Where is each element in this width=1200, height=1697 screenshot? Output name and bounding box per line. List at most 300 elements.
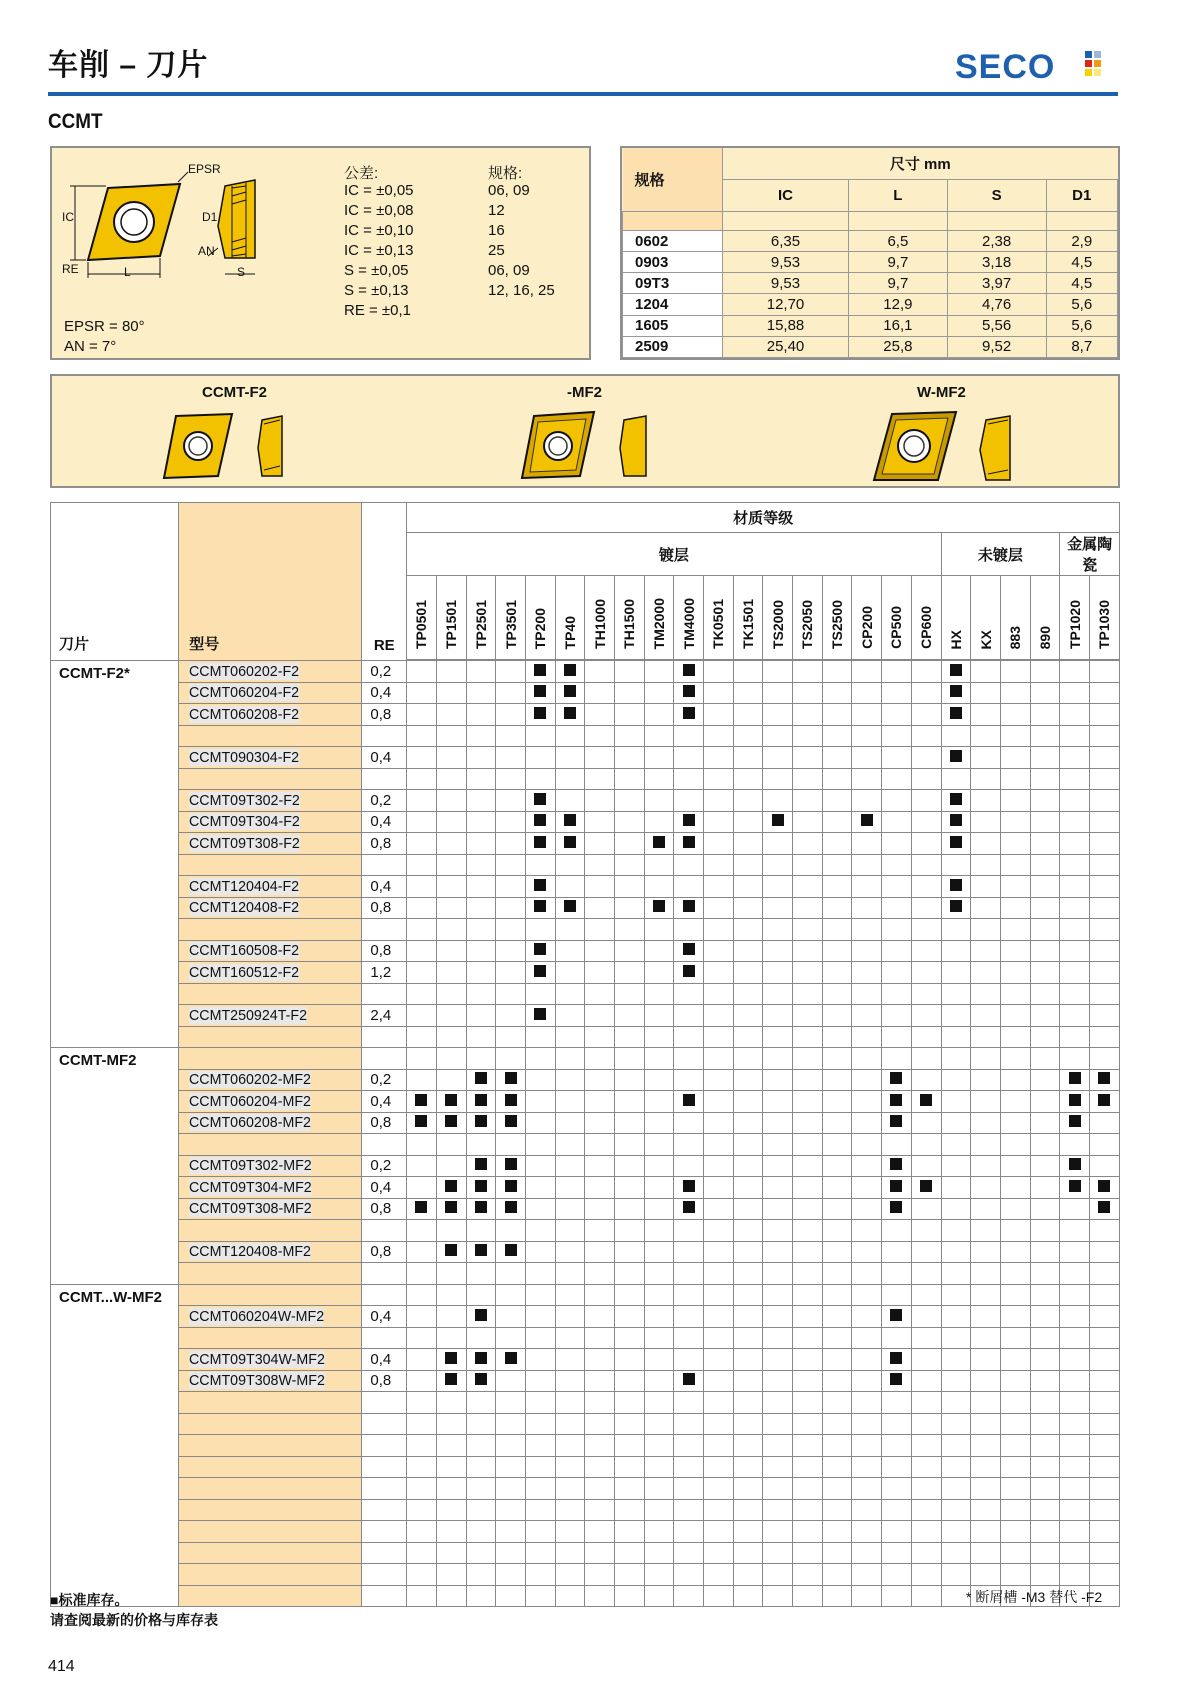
grade-cell: [644, 1091, 674, 1113]
stock-marker: [950, 685, 962, 697]
dim-value: 4,76: [947, 294, 1046, 315]
grade-cell: [704, 1499, 734, 1521]
grade-cell: [793, 1413, 823, 1435]
grade-cell: [407, 1585, 437, 1607]
grade-cell: [941, 1112, 971, 1134]
grade-cell: [614, 1413, 644, 1435]
grade-cell: [911, 1241, 941, 1263]
grade-cell: [674, 1198, 704, 1220]
grade-cell: [1030, 1456, 1060, 1478]
dim-row: [623, 315, 1118, 336]
grade-cell: [941, 1241, 971, 1263]
model-code: CCMT09T304W-MF2: [189, 1350, 326, 1368]
grade-cell: [466, 1134, 496, 1156]
grade-cell: [852, 1370, 882, 1392]
grade-cell: [644, 1542, 674, 1564]
grade-cell: [466, 1521, 496, 1543]
grade-cell: [614, 1499, 644, 1521]
grade-cell: [971, 833, 1001, 855]
grade-cell: [882, 1091, 912, 1113]
grade-cell: [496, 704, 526, 726]
stock-marker: [505, 1072, 517, 1084]
stock-marker: [1069, 1158, 1081, 1170]
grade-cell: [1030, 1069, 1060, 1091]
grade-cell: [496, 940, 526, 962]
grade-cell: [407, 1005, 437, 1027]
grade-cell: [555, 682, 585, 704]
grade-name: TK1501: [740, 599, 757, 649]
tolerance-value: IC = ±0,05: [344, 182, 414, 199]
grade-cell: [407, 768, 437, 790]
grade-cell: [496, 790, 526, 812]
grade-cell: [941, 1456, 971, 1478]
grade-cell: [852, 1241, 882, 1263]
grade-cell: [436, 1263, 466, 1285]
grade-cell: [704, 1478, 734, 1500]
grade-name: KX: [977, 629, 994, 649]
grade-cell: [882, 1284, 912, 1306]
stock-marker: [534, 943, 546, 955]
dim-value: 3,97: [947, 273, 1046, 294]
stock-marker: [534, 664, 546, 676]
model-cell: [179, 1198, 362, 1220]
re-value: 0,2: [362, 790, 407, 812]
stock-marker: [505, 1352, 517, 1364]
grade-cell: [911, 1585, 941, 1607]
grade-cell: [1060, 1392, 1090, 1414]
dim-col-header: IC: [723, 180, 849, 212]
grade-cell: [1060, 1005, 1090, 1027]
grade-cell: [1060, 833, 1090, 855]
grade-row: [51, 1005, 1120, 1027]
grade-cell: [436, 1456, 466, 1478]
grade-cell: [911, 1069, 941, 1091]
stock-marker: [683, 1201, 695, 1213]
grade-cell: [704, 854, 734, 876]
tolerance-value: IC = ±0,08: [344, 202, 414, 219]
grade-cell: [822, 962, 852, 984]
grade-cell: [793, 1263, 823, 1285]
stock-marker: [653, 900, 665, 912]
dim-unit-header: 尺寸 mm: [723, 148, 1118, 180]
grade-cell: [674, 1306, 704, 1328]
grade-cell: [733, 1499, 763, 1521]
grade-row: [51, 919, 1120, 941]
grade-cell: [941, 1306, 971, 1328]
grade-cell: [585, 1026, 615, 1048]
insert-family: CCMT-MF2: [51, 1048, 179, 1285]
grade-cell: [1089, 1392, 1119, 1414]
grade-cell: [941, 682, 971, 704]
grade-cell: [407, 682, 437, 704]
model-cell: [179, 811, 362, 833]
grade-cell: [852, 1112, 882, 1134]
grade-header: [704, 576, 734, 660]
grade-cell: [852, 790, 882, 812]
grade-cell: [466, 876, 496, 898]
dim-row: [623, 294, 1118, 315]
grade-cell: [793, 1048, 823, 1070]
grade-cell: [644, 1112, 674, 1134]
grade-cell: [852, 1069, 882, 1091]
grade-cell: [1030, 1112, 1060, 1134]
grade-cell: [793, 1005, 823, 1027]
grade-header: [614, 576, 644, 660]
grade-cell: [555, 1005, 585, 1027]
header-uncoated: 未镀层: [941, 533, 1060, 576]
grade-cell: [1030, 983, 1060, 1005]
model-code: CCMT120404-F2: [189, 877, 300, 895]
dim-value: 2,38: [947, 231, 1046, 252]
grade-cell: [911, 682, 941, 704]
stock-marker: [1069, 1072, 1081, 1084]
grade-cell: [911, 811, 941, 833]
model-cell: [179, 1026, 362, 1048]
header-cermet: 金属陶瓷: [1060, 533, 1120, 576]
model-cell: [179, 1456, 362, 1478]
grade-cell: [763, 1435, 793, 1457]
grade-cell: [852, 1048, 882, 1070]
grade-cell: [436, 854, 466, 876]
grade-cell: [644, 897, 674, 919]
grade-cell: [525, 854, 555, 876]
grade-cell: [704, 1005, 734, 1027]
grade-cell: [852, 1263, 882, 1285]
grade-cell: [496, 661, 526, 683]
grade-cell: [971, 1521, 1001, 1543]
grade-row: [51, 1048, 1120, 1070]
dim-value: 8,7: [1046, 336, 1117, 357]
grade-cell: [911, 1155, 941, 1177]
grade-cell: [1060, 704, 1090, 726]
grade-cell: [436, 1585, 466, 1607]
grade-cell: [496, 1349, 526, 1371]
stock-marker: [475, 1094, 487, 1106]
grade-cell: [496, 1220, 526, 1242]
grade-cell: [822, 1392, 852, 1414]
grade-cell: [1000, 1155, 1030, 1177]
grade-cell: [525, 1005, 555, 1027]
grade-cell: [585, 876, 615, 898]
grade-cell: [436, 940, 466, 962]
grade-cell: [674, 1091, 704, 1113]
grade-cell: [793, 1220, 823, 1242]
grade-cell: [1030, 919, 1060, 941]
grade-cell: [941, 1134, 971, 1156]
model-cell: [179, 1327, 362, 1349]
grade-cell: [1089, 1499, 1119, 1521]
stock-marker: [950, 750, 962, 762]
w-mf2-insert-image: [872, 410, 1022, 484]
grade-row: [51, 1521, 1120, 1543]
grade-cell: [1000, 1069, 1030, 1091]
grade-cell: [911, 897, 941, 919]
grade-cell: [555, 1198, 585, 1220]
stock-marker: [534, 836, 546, 848]
grade-cell: [614, 1435, 644, 1457]
grade-cell: [822, 854, 852, 876]
grade-cell: [585, 1370, 615, 1392]
grade-cell: [1060, 1263, 1090, 1285]
grade-cell: [1030, 1370, 1060, 1392]
grade-cell: [763, 897, 793, 919]
grade-cell: [525, 1413, 555, 1435]
grade-cell: [763, 1069, 793, 1091]
grade-cell: [644, 661, 674, 683]
grade-cell: [436, 1091, 466, 1113]
grade-cell: [852, 897, 882, 919]
grade-cell: [585, 1005, 615, 1027]
grade-cell: [704, 1026, 734, 1048]
grade-cell: [822, 1349, 852, 1371]
re-value: 2,4: [362, 1005, 407, 1027]
stock-marker: [475, 1352, 487, 1364]
grade-cell: [674, 1392, 704, 1414]
grade-cell: [763, 768, 793, 790]
grade-cell: [436, 811, 466, 833]
grade-row: [51, 1392, 1120, 1414]
grade-cell: [614, 919, 644, 941]
grade-cell: [614, 811, 644, 833]
grade-cell: [496, 897, 526, 919]
grade-cell: [585, 1048, 615, 1070]
grade-cell: [882, 1327, 912, 1349]
grade-cell: [585, 1349, 615, 1371]
stock-marker: [950, 793, 962, 805]
grade-cell: [1060, 790, 1090, 812]
header-coated: 镀层: [407, 533, 941, 576]
grade-cell: [1030, 1026, 1060, 1048]
grade-cell: [822, 876, 852, 898]
grade-row: [51, 897, 1120, 919]
re-value: 0,4: [362, 1306, 407, 1328]
grade-cell: [525, 983, 555, 1005]
grade-cell: [1060, 1413, 1090, 1435]
grade-cell: [1030, 833, 1060, 855]
grade-header: [822, 576, 852, 660]
stock-marker: [920, 1180, 932, 1192]
grade-cell: [822, 1220, 852, 1242]
grade-cell: [585, 1564, 615, 1586]
grade-cell: [882, 854, 912, 876]
model-cell: [179, 1112, 362, 1134]
grade-cell: [733, 1564, 763, 1586]
grade-cell: [674, 768, 704, 790]
grade-cell: [1060, 983, 1090, 1005]
grade-cell: [466, 725, 496, 747]
grade-cell: [852, 1478, 882, 1500]
grade-cell: [644, 876, 674, 898]
stock-marker: [683, 707, 695, 719]
grade-cell: [525, 1241, 555, 1263]
grade-cell: [496, 1392, 526, 1414]
grade-cell: [466, 897, 496, 919]
grade-cell: [407, 725, 437, 747]
grade-cell: [436, 1284, 466, 1306]
grade-cell: [585, 1177, 615, 1199]
dim-value: 5,6: [1046, 294, 1117, 315]
grade-row: [51, 768, 1120, 790]
grade-cell: [852, 940, 882, 962]
dim-value: 9,53: [723, 252, 849, 273]
grade-cell: [1060, 1521, 1090, 1543]
grade-cell: [793, 1370, 823, 1392]
grade-cell: [466, 1241, 496, 1263]
grade-cell: [763, 1112, 793, 1134]
dim-value: 4,5: [1046, 252, 1117, 273]
grade-cell: [941, 1026, 971, 1048]
stock-marker: [475, 1244, 487, 1256]
grade-cell: [793, 768, 823, 790]
grade-cell: [407, 1155, 437, 1177]
re-value: [362, 1585, 407, 1607]
grade-cell: [911, 983, 941, 1005]
page-title: 车削 – 刀片: [48, 49, 209, 82]
grade-cell: [733, 704, 763, 726]
grade-cell: [674, 1177, 704, 1199]
model-cell: [179, 768, 362, 790]
grade-cell: [496, 1198, 526, 1220]
re-value: [362, 768, 407, 790]
grade-cell: [704, 1112, 734, 1134]
grade-name: TS2050: [799, 599, 816, 649]
grade-cell: [436, 1499, 466, 1521]
grade-cell: [941, 790, 971, 812]
tolerance-value: IC = ±0,13: [344, 242, 414, 259]
grade-cell: [763, 790, 793, 812]
grade-cell: [1060, 919, 1090, 941]
grade-cell: [1089, 1112, 1119, 1134]
seco-logo: [955, 45, 1115, 85]
grade-cell: [436, 1134, 466, 1156]
grade-cell: [733, 811, 763, 833]
grade-cell: [466, 1413, 496, 1435]
grade-cell: [852, 1456, 882, 1478]
grade-cell: [1089, 1026, 1119, 1048]
tolerance-heading: 公差:: [344, 165, 379, 182]
grade-cell: [941, 1521, 971, 1543]
tolerance-value: IC = ±0,10: [344, 222, 414, 239]
grade-cell: [674, 1241, 704, 1263]
grade-cell: [407, 1542, 437, 1564]
grade-cell: [941, 1392, 971, 1414]
grade-cell: [674, 704, 704, 726]
grade-cell: [555, 1069, 585, 1091]
grade-cell: [466, 1327, 496, 1349]
grade-cell: [1060, 1564, 1090, 1586]
grade-cell: [733, 1327, 763, 1349]
grade-cell: [525, 725, 555, 747]
grade-name: TP1501: [443, 599, 460, 649]
grade-cell: [1000, 1241, 1030, 1263]
grade-cell: [436, 1392, 466, 1414]
grade-cell: [436, 747, 466, 769]
model-cell: [179, 1284, 362, 1306]
grade-cell: [1030, 725, 1060, 747]
grade-cell: [1060, 940, 1090, 962]
grade-cell: [1089, 1435, 1119, 1457]
stock-marker: [445, 1180, 457, 1192]
grade-cell: [644, 682, 674, 704]
re-value: [362, 1284, 407, 1306]
svg-text:SECO: SECO: [955, 48, 1056, 85]
grade-cell: [1060, 1198, 1090, 1220]
grade-cell: [1060, 1241, 1090, 1263]
grade-cell: [525, 1499, 555, 1521]
grade-cell: [1000, 1112, 1030, 1134]
grade-cell: [466, 1392, 496, 1414]
model-cell: [179, 682, 362, 704]
grade-cell: [911, 1370, 941, 1392]
grade-cell: [496, 876, 526, 898]
grade-cell: [733, 1392, 763, 1414]
grade-cell: [1030, 1263, 1060, 1285]
grade-cell: [882, 1542, 912, 1564]
grade-cell: [674, 1134, 704, 1156]
tolerance-size: 06, 09: [488, 262, 530, 279]
grade-cell: [971, 854, 1001, 876]
grade-cell: [585, 1155, 615, 1177]
grade-cell: [1060, 1499, 1090, 1521]
grade-cell: [882, 704, 912, 726]
grade-cell: [614, 768, 644, 790]
grade-row: [51, 1220, 1120, 1242]
grade-cell: [1030, 1413, 1060, 1435]
grade-cell: [555, 854, 585, 876]
model-code: CCMT060204-MF2: [189, 1092, 312, 1110]
grade-cell: [822, 1585, 852, 1607]
grade-cell: [941, 811, 971, 833]
grade-cell: [555, 1499, 585, 1521]
grade-cell: [882, 747, 912, 769]
grade-cell: [1060, 1134, 1090, 1156]
grade-cell: [1000, 704, 1030, 726]
stock-marker: [534, 685, 546, 697]
grade-cell: [941, 1564, 971, 1586]
grade-cell: [496, 1306, 526, 1328]
grade-cell: [1089, 747, 1119, 769]
insert-family: CCMT-F2*: [51, 661, 179, 1048]
dim-spec: 09T3: [623, 273, 723, 294]
grade-cell: [793, 1564, 823, 1586]
grade-cell: [1000, 1026, 1030, 1048]
grade-cell: [644, 962, 674, 984]
re-value: 0,4: [362, 811, 407, 833]
grade-cell: [585, 1327, 615, 1349]
grade-cell: [822, 897, 852, 919]
model-cell: [179, 1413, 362, 1435]
grade-cell: [971, 940, 1001, 962]
label-epsr: EPSR: [188, 162, 221, 176]
grade-cell: [555, 1177, 585, 1199]
grade-cell: [1030, 1134, 1060, 1156]
dim-value: 9,52: [947, 336, 1046, 357]
grade-cell: [971, 1177, 1001, 1199]
grade-row: [51, 854, 1120, 876]
grade-cell: [852, 682, 882, 704]
grade-cell: [882, 919, 912, 941]
grade-cell: [436, 833, 466, 855]
grade-cell: [1030, 854, 1060, 876]
grade-cell: [674, 725, 704, 747]
grade-cell: [793, 983, 823, 1005]
grade-cell: [436, 1069, 466, 1091]
grade-cell: [1089, 661, 1119, 683]
grade-header: [763, 576, 793, 660]
grade-cell: [971, 1413, 1001, 1435]
stock-marker: [534, 900, 546, 912]
grade-cell: [793, 682, 823, 704]
